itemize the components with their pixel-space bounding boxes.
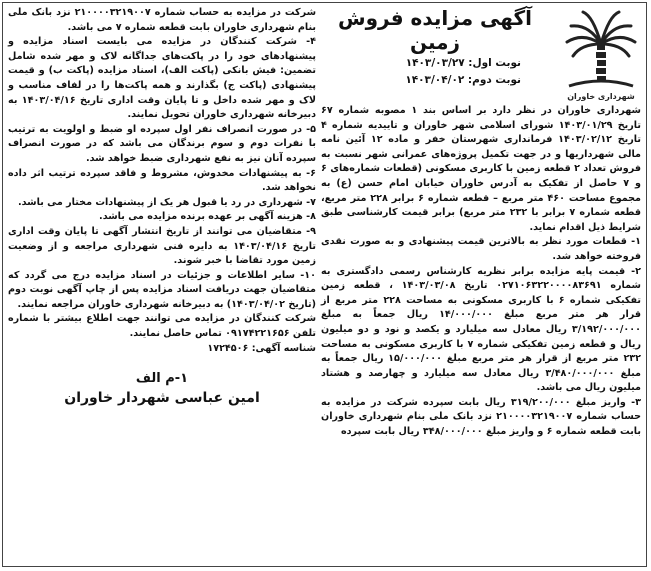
- title-block: [321, 6, 549, 88]
- ad-code: ۱-م الف: [135, 371, 189, 387]
- clause-9: ۹- متقاضیان می توانند از تاریخ انتشار آگهی تا پایان وقت اداری تاریخ ۱۴۰۳/۰۴/۱۶ به دایره فنی شهرداری مراجعه و از وضعیت زمین مورد تقاضا با خبر شوند.: [8, 225, 316, 267]
- ad-id: شناسه آگهی: ۱۷۲۴۵۰۶: [207, 342, 316, 354]
- first-round-date: نوبت اول: ۱۴۰۳/۰۳/۲۷: [405, 57, 521, 69]
- clause-3: ۳- واریز مبلغ ۳۱۹/۲۰۰/۰۰۰ ریال بابت سپرده شرکت در مزایده به حساب شماره ۲۱۰۰۰۰۳۲۱۹۰۰۷ نزد بانک ملی بنام شهرداری خاوران بابت قطعه شماره ۶ و واریز مبلغ ۳۴۸/۰۰۰/۰۰۰ ریال بابت سپرده: [321, 396, 642, 438]
- right-column: [321, 6, 641, 440]
- ad-title-line1: آگهی مزایده فروش: [338, 6, 532, 30]
- clause-6: ۶- به پیشنهادات مخدوش، مشروط و فاقد سپرده ترتیب اثر داده نخواهد شد.: [8, 167, 316, 194]
- palm-tree-logo-icon: [561, 6, 641, 102]
- clause-7: ۷- شهرداری در رد یا قبول هر یک از پیشنهادات مختار می باشد.: [17, 196, 316, 208]
- signoff-block: [8, 370, 316, 408]
- municipality-logo: [561, 6, 641, 102]
- signer-name: امین عباسی شهردار خاوران: [64, 390, 260, 407]
- contact-info: شرکت کنندگان در مزایده می توانند جهت اطلاع بیشتر با شماره تلفن ۰۹۱۷۴۲۲۱۶۵۶ تماس حاصل نمایند.: [8, 313, 316, 340]
- second-round-date: نوبت دوم: ۱۴۰۳/۰۴/۰۲: [405, 74, 521, 86]
- clause-10: ۱۰- سایر اطلاعات و جزئیات در اسناد مزایده درج می گردد که متقاضیان جهت دریافت اسناد مزایده پس از چاپ آگهی نوبت دوم (تاریخ ۱۴۰۳/۰۴/۰۲) به دبیرخانه شهرداری خاوران مراجعه نمایند.: [8, 269, 316, 310]
- ad-title-line2: زمین: [409, 30, 461, 54]
- ad-header: [321, 6, 641, 104]
- clause-4: ۴- شرکت کنندگان در مزایده می بایست اسناد مزایده و پیشنهادهای خود را در پاکت‌های جداگانه لاک و مهر شده شامل تضمین: فیش بانکی (پاکت الف)، اسناد مزایده (پاکت ب) و قیمت پیشنهادی (پاکت ج) بگذارند و همه پاکت‌ها را در لفاف مناسب و لاک و مهر شده داخل و تا پایان وقت اداری تاریخ ۱۴۰۳/۰۴/۱۶ به دبیرخانه شهرداری خاوران تحویل نمایند.: [8, 36, 317, 121]
- clause-5: ۵- در صورت انصراف نفر اول سپرده او ضبط و اولویت به ترتیب با نفرات دوم و سوم برندگان می باشد که در صورت انصراف سپرده آنان نیز به نفع شهرداری ضبط خواهد شد.: [8, 123, 316, 164]
- clause-3-continued: شرکت در مزایده به حساب شماره ۲۱۰۰۰۰۳۲۱۹۰۰۷ نزد بانک ملی بنام شهرداری خاوران بابت قطعه شماره ۷ می باشد.: [8, 7, 316, 33]
- clause-2: ۲- قیمت پایه مزایده برابر نظریه کارشناس رسمی دادگستری به شماره ۰۲۷۱۰۶۳۲۲۰۰۰۰۸۳۶۹۱ تاریخ ۱۴۰۳/۰۳/۰۸ ، قطعه زمین تفکیکی شماره ۶ با کاربری مسکونی به مساحت ۲۲۸ متر مربع از قرار هر متر مربع مبلغ ۱۴/۰۰۰/۰۰۰ ریال جمعاً به مبلغ ۳/۱۹۲/۰۰۰/۰۰۰ ریال معادل سه میلیارد و یکصد و نود و دو میلیون ریال و قطعه زمین تفکیکی شماره ۷ با کاربری مسکونی به مساحت ۲۳۲ متر مربع از قرار هر متر مربع مبلغ ۱۵/۰۰۰/۰۰۰ ریال جمعاً به مبلغ ۳/۴۸۰/۰۰۰/۰۰۰ ریال معادل سه میلیارد و چهارصد و هشتاد میلیون ریال می باشد.: [321, 265, 642, 394]
- left-column: [8, 6, 316, 408]
- logo-caption: شهرداری خاوران: [567, 92, 635, 101]
- clause-8: ۸- هزینه آگهی بر عهده برنده مزایده می باشد.: [99, 211, 316, 223]
- ad-intro: شهرداری خاوران در نظر دارد بر اساس بند ۱ مصوبه شماره ۶۷ تاریخ ۱۴۰۳/۰۱/۲۹ شورای اسلامی شهر خاوران و تاییدیه شماره ۴ تاریخ ۱۴۰۳/۰۲/۱۲ فرمانداری شهرستان خفر و ماده ۱۲ آئین نامه مالی شهرداریها و در جهت تکمیل پروژه‌های عمرانی شهر نسبت به فروش تعداد ۲ قطعه زمین با کاربری مسکونی (قطعات شماره‌های ۶ و ۷ حاصل از تفکیک به آدرس خاوران خیابان امام حسن (ع) به مجموع مساحت ۴۶۰ متر مربع – قطعه شماره ۶ برابر ۲۲۸ متر مربع، قطعه شماره ۷ برابر با ۲۳۲ متر مربع) برابر قیمت کارشناسی طبق شرایط ذیل اقدام نماید.: [321, 105, 642, 233]
- clause-1: ۱- قطعات مورد نظر به بالاترین قیمت پیشنهادی و به صورت نقدی فروخته خواهد شد.: [321, 236, 641, 262]
